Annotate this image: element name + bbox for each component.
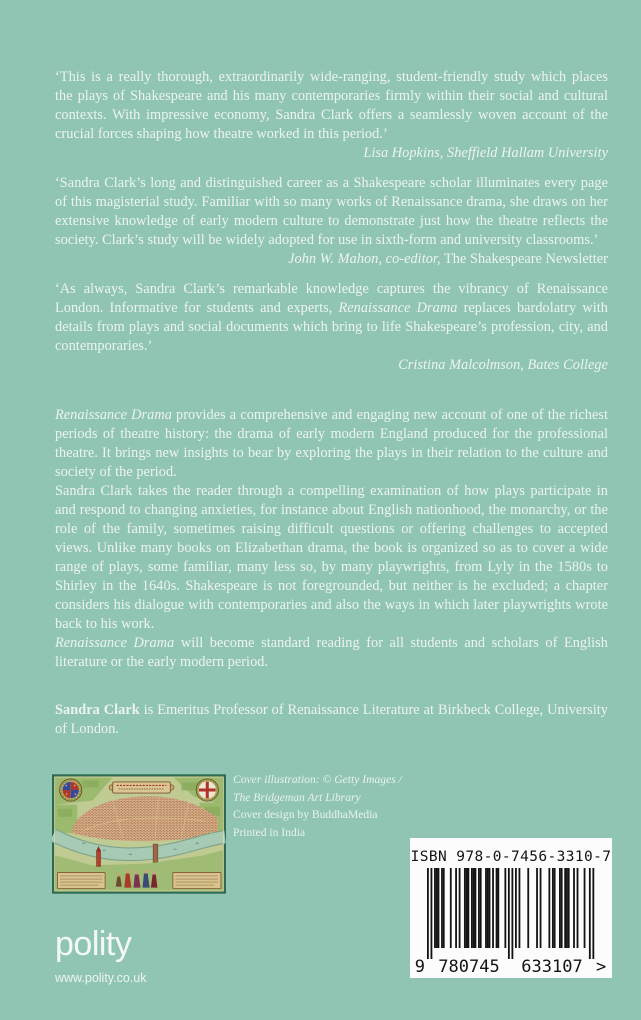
city-of-london-crest xyxy=(196,779,218,801)
book-description: Renaissance Drama provides a comprehensive and engaging new account of one of the richest periods of theatre history: the drama of early modern England produced for the professional theatre. It brings new insights to bear by exploring the plays in their relation to the culture and society of the period. xyxy=(55,407,608,480)
book-description: Renaissance Drama will become standard reading for all students and scholars of English literature or the early modern period. xyxy=(55,635,608,670)
review-quote xyxy=(55,174,608,269)
credit-line: Printed in India xyxy=(233,825,306,839)
cover-map-illustration xyxy=(52,774,226,894)
barcode-digits: 9 xyxy=(414,957,425,977)
review-attribution: John W. Mahon, co-editor, The Shakespeare Newsletter xyxy=(288,251,608,267)
royal-arms-crest xyxy=(60,779,82,801)
credit-line: Cover design by BuddhaMedia xyxy=(233,808,378,821)
barcode-digits: > xyxy=(596,957,607,977)
polity-logo: polity xyxy=(55,925,132,963)
review-quote xyxy=(55,68,608,163)
publisher-block xyxy=(55,927,146,985)
barcode-digits: 633107 xyxy=(521,957,583,977)
text-cartouche-right xyxy=(173,872,221,888)
isbn-barcode xyxy=(410,838,612,978)
review-quote-text: ‘This is a really thorough, extraordinarily wide-ranging, student-friendly study which places the plays of Shakespeare and his many contemporaries firmly within their social and cultural contexts. With impressive economy, Sandra Clark offers a seamlessly woven account of the crucial forces shaping how theatre worked in this period.’ xyxy=(55,69,608,142)
publisher-url: www.polity.co.uk xyxy=(55,971,147,985)
credit-line: Cover illustration: © Getty Images / xyxy=(233,773,402,786)
review-quote-text: ‘Sandra Clark’s long and distinguished career as a Shakespeare scholar illuminates every page of this magisterial study. Familiar with so many works of Renaissance drama, she draws on her extensive knowledge of early modern culture to demonstrate just how the theatre reflects the society. Clark’s study will be widely adopted for use in sixth-form and university classrooms.’ xyxy=(55,175,608,248)
review-attribution: Lisa Hopkins, Sheffield Hallam University xyxy=(363,145,608,161)
cover-credits xyxy=(233,771,423,841)
credit-line: The Bridgeman Art Library xyxy=(233,790,361,804)
author-bio: Sandra Clark is Emeritus Professor of Renaissance Literature at Birkbeck College, University of London. xyxy=(55,702,608,737)
review-attribution: Cristina Malcolmson, Bates College xyxy=(398,357,608,373)
isbn-number: ISBN 978-0-7456-3310-7 xyxy=(410,849,612,865)
review-quote xyxy=(55,280,608,375)
review-quote-text: ‘As always, Sandra Clark’s remarkable knowledge captures the vibrancy of Renaissance London. Informative for students and experts, Renaissance Drama replaces bardolatry with details from plays and social documents which bring to life Shakespeare’s profession, city, and contemporaries.’ xyxy=(55,281,608,354)
title-cartouche xyxy=(109,782,174,793)
london-bridge xyxy=(153,844,158,862)
barcode-digits: 780745 xyxy=(438,957,500,977)
text-cartouche-left xyxy=(58,872,106,888)
book-description: Sandra Clark takes the reader through a compelling examination of how plays participate in and respond to changing anxieties, for instance about English nationhood, the monarchy, or the role of the family, sometimes raising difficult questions or offering challenges to accepted views. Unlike many books on Elizabethan drama, the book is organized so as to cover a wide range of plays, some familiar, many less so, by many playwrights, from Lyly in the 1580s to Shirley in the 1640s. Shakespeare is not foregrounded, but neither is he excluded; a chapter considers his dialogue with contemporaries and also the ways in which later playwrights wrote back to his work. xyxy=(55,483,608,632)
author-name: Sandra Clark xyxy=(55,702,140,718)
back-cover-text xyxy=(55,68,608,739)
